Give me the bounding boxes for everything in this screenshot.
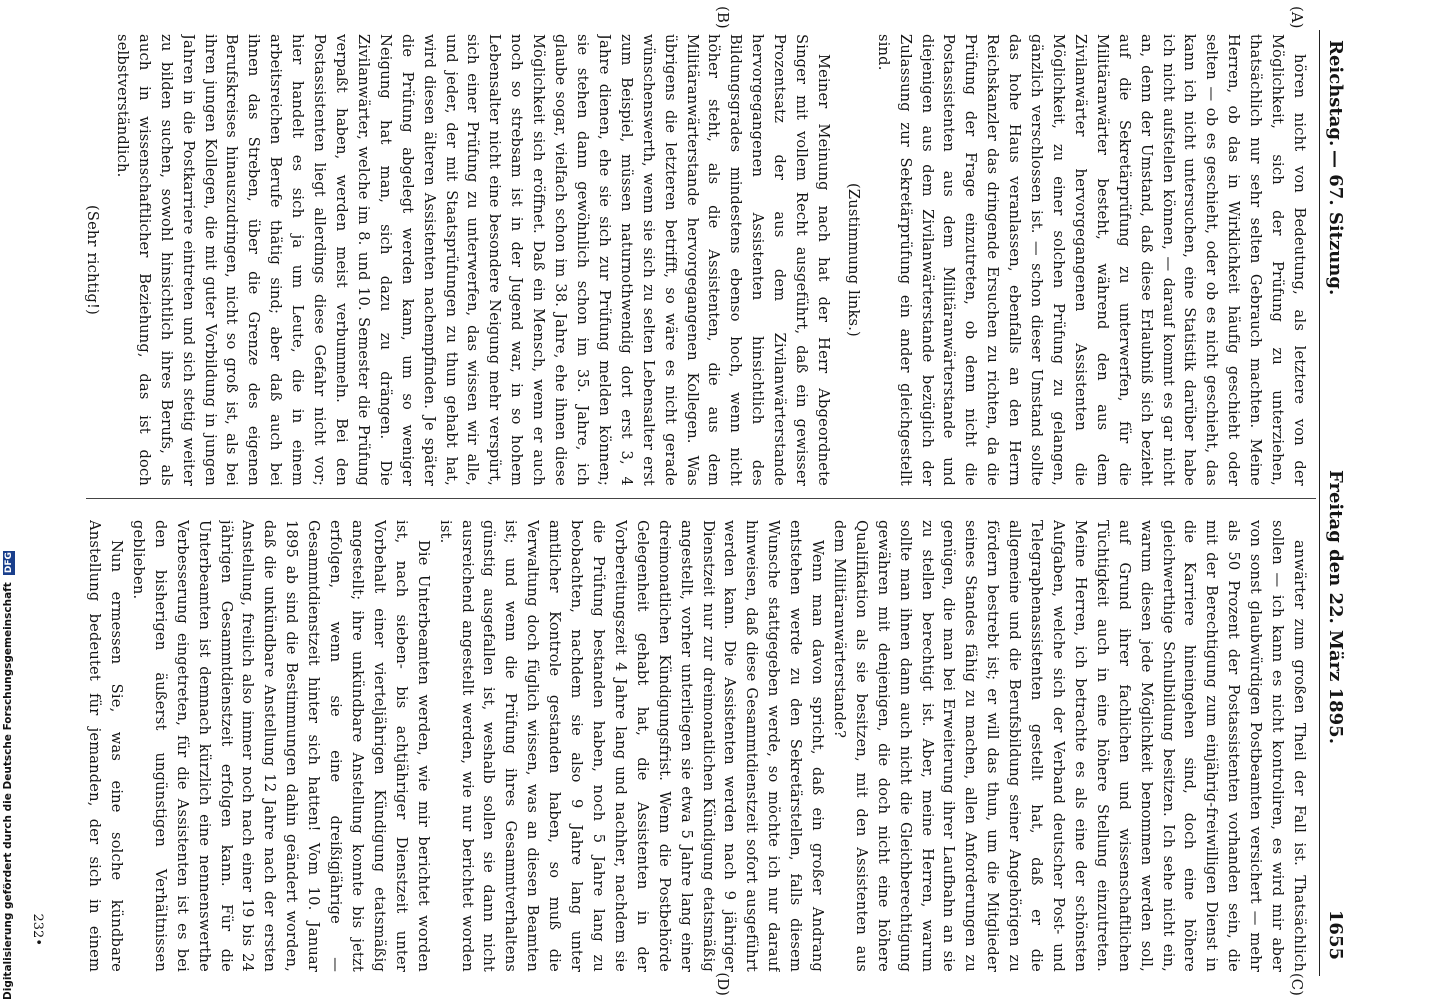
left-column [80,34,1310,486]
margin-marker-a: (A) [1288,6,1306,29]
column-divider [86,498,1316,499]
header-session: — 67. Sitzung. [1325,150,1346,296]
interjection: (Zustimmung links.) [844,183,862,337]
header-page-number: 1655 [1325,909,1346,960]
header-section: Reichstag. [1325,40,1346,147]
margin-marker-c: (C) [1288,972,1306,996]
header-rule [1319,30,1320,976]
right-column [80,520,1310,972]
paragraph: hören nicht von Bedeutung, als letztere von der Möglichkeit, sich der Prüfung zu unterziehen, thatsächlich nur sehr selten Gebrauch machten. Meine Herren, ob das in Wirklichkeit häufig geschieht oder selten — ob es geschieht, oder ob es nicht geschieht, das kann ich nicht untersuchen, eine Statistik darüber habe ich nicht aufstellen können, — darauf kommt es gar nicht an, denn der Umstand, daß diese Erlaubniß sich bezieht auf die Sekretärprüfung zu unterwerfen, für die Militäranwärter besteht, während den aus dem Zivilanwärter hervorgegangenen Assistenten die Möglichkeit, zu einer solchen Prüfung zu gelangen, gänzlich verschlossen ist. — schon dieser Umstand sollte das hohe Haus veranlassen, ebenfalls an den Herrn Reichskanzler das dringende Ersuchen zu richten, da die Prüfung der Frage einzutreten, ob denn nicht die Postassistenten aus dem Militäranwärterstande und diejenigen aus dem Zivilanwärterstande bezüglich der Zulassung zur Sekretärprüfung ein ander gleichgestellt sind. [874,34,1308,486]
page-header [1320,40,1350,960]
paragraph: anwärter zum großen Theil der Fall ist. Thatsächlich sollen — ich kann es nicht kontroliren, es wird mir aber von sonst glaubwürdigen Postbeamten versichert — mehr als 50 Prozent der Postassistenten vorhanden sein, die mit der Berechtigung zum einjährig-freiwilligen Dienst in die Karriere hineingehen sind, doch eine höhere gleichwerthige Schulbildung besitzen. Ich sehe nicht ein, warum diesen jede Möglichkeit benommen werden soll, auf Grund ihrer fachlichen und wissenschaftlichen Tüchtigkeit auch in eine höhere Stellung einzutreten. Meine Herren, ich betrachte es als eine der schönsten Aufgaben, welche sich der Verband deutscher Post- und Telegraphenassistenten gestellt hat, daß er die allgemeine und die Berufsbildung seiner Angehörigen zu fördern bestrebt ist; er will das thun, um die Mitglieder seines Standes fähig zu machen, allen Anforderungen zu genügen, die man bei Erweiterung ihrer Laufbahn an sie zu stellen berechtigt ist. Aber, meine Herren, warum sollte man ihnen dann auch nicht die Gleichberechtigung gewähren mit denjenigen, die doch nicht eine höhere Qualifikation als sie besitzen, mit den Assistenten aus dem Militäranwärterstande? [830,520,1308,972]
margin-marker-b: (B) [714,6,732,29]
paragraph: Wenn man davon spricht, daß ein großer Andrang entstehen werde zu den Sekretärstellen, falls diesem Wunsche stattgegeben werde, so möchte ich nur darauf hinweisen, daß diese Gesammtdienstzeit sofort ausgeführt werden kann. Die Assistenten werden nach 9 jähriger Dienstzeit nur zur dreimonatlichen Kündigung etatsmäßig angestellt, vorher unterliegen sie etwa 5 Jahre lang einer dreimonatlichen Kündigungsfrist. Wenn die Postbehörde Gelegenheit gehabt hat, die Assistenten in der Vorbereitungszeit 4 Jahre lang und nachher, nachdem sie die Prüfung bestanden haben, noch 5 Jahre lang zu beobachten, nachdem sie also 9 Jahre lang unter amtlicher Kontrole gestanden haben, so muß die Verwaltung doch füglich wissen, was an diesen Beamten ist; und wenn die Prüfung ihres Gesammtverhaltens günstig ausgefallen ist, weshalb sollen sie dann nicht ausreichend angestellt werden, wie nur berichtet worden ist. [436,520,827,972]
dfg-logo: DFG [4,552,14,574]
digitization-note [2,0,16,1000]
paragraph: Meiner Meinung nach hat der Herr Abgeordnete Singer mit vollem Recht ausgeführt, daß ein gewisser Prozentsatz der aus dem Zivilanwärterstande hervorgegangenen Assistenten hinsichtlich des Bildungsgrades mindestens ebenso hoch, wenn nicht höher steht, als die Assistenten, die aus dem Militäranwärterstande hervorgegangenen Kollegen. Was übrigens die letzteren betrifft, so wäre es nicht gerade wünschenswerth, wenn sie sich zu selten Lebensalter erst zum Beispiel, müssen naturnothwendig dort erst 3, 4 Jahre dienen, ehe sie sich zur Prüfung melden können; sie stehen dann gewöhnlich schon im 35. Jahre, ich glaube sogar, vielfach schon im 38. Jahre, ehe ihnen diese Möglichkeit sich eröffnet. Daß ein Mensch, wenn er auch noch so strebsam ist in der Jugend war, in so hohem Lebensalter nicht eine besondere Neigung mehr verspürt, sich einer Prüfung zu unterwerfen, das wissen wir alle, und jeder, der mit Staatsprüfungen zu thun gehabt hat, wird diesen älteren Assistenten nachempfinden. Je später die Prüfung abgelegt werden kann, um so weniger Neigung hat man, sich dazu zu drängen. Die Zivilanwärter, welche im 8. und 10. Semester die Prüfung verpaßt haben, werden meist verbummeln. Bei den Postassistenten liegt allerdings diese Gefahr nicht vor; hier handelt es sich ja um Leute, die in einem arbeitsreichen Berufe thätig sind; aber daß auch bei ihnen das Streben, über die Grenze des eigenen Berufskreises hinauszudringen, nicht so groß ist, als bei ihren jungen Kollegen, die mit guter Vorbildung in jungen Jahren in die Postkarriere eintreten und sich stetig weiter zu bilden suchen, sowohl hinsichtlich ihres Berufs, als auch in wissenschaftlicher Beziehung, das ist doch selbstverständlich. [113,34,832,486]
margin-marker-d: (D) [714,972,732,996]
paragraph: Nun ermessen Sie, was eine solche kündbare Anstellung bedeutet für jemanden, der sich in einem [86,520,126,972]
paragraph: Die Unterbeamten werden, wie mir berichtet worden ist, nach sieben- bis achtjähriger Dienstzeit unter Vorbehalt einer vierteljährigen Kündigung etatsmäßig angestellt; ihre unkündbare Anstellung konnte bis jetzt erfolgen, wenn sie eine dreißigjährige — Gesammtdienstzeit hinter sich hatten! Vom 10. Januar 1895 ab sind die Bestimmungen dahin geändert worden, daß die unkündbare Anstellung 12 Jahre nach der ersten Anstellung, freilich also immer noch nach einer 19 bis 24 jährigen Gesammtdienstzeit erfolgen kann. Für die Unterbeamten ist demnach kürzlich eine nennenswerthe Verbesserung eingetreten, für die Assistenten ist es bei den bisherigen äußerst ungünstigen Verhältnissen geblieben. [129,520,432,972]
page-mark: 232• [30,913,45,946]
header-date: Freitag den 22. März 1895. [1325,470,1346,744]
interjection: (Sehr richtig!) [84,205,102,315]
digitization-text: Digitalisierung gefördert durch die Deutsche Forschungsgemeinschaft [2,582,14,1000]
